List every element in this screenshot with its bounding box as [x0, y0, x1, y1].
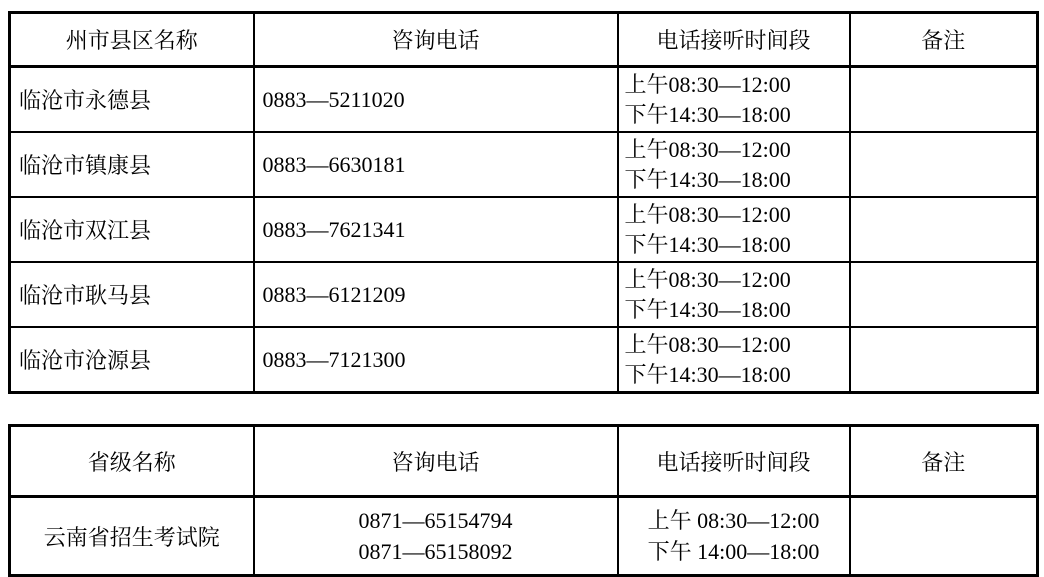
district-name-cell: 临沧市耿马县 [10, 262, 254, 327]
time-morning: 上午08:30—12:00 [624, 331, 791, 357]
time-cell [618, 67, 850, 133]
phone-cell: 0883—6630181 [254, 132, 618, 197]
phone-cell [254, 497, 618, 576]
time-cell [618, 327, 850, 393]
phone-cell: 0883—7121300 [254, 327, 618, 393]
phone-cell: 0883—6121209 [254, 262, 618, 327]
time-afternoon: 下午14:30—18:00 [624, 166, 791, 192]
county-contact-table [8, 11, 1039, 394]
header-time: 电话接听时间段 [618, 13, 850, 67]
header-time: 电话接听时间段 [618, 426, 850, 497]
time-cell [618, 262, 850, 327]
district-name-cell: 临沧市永德县 [10, 67, 254, 133]
time-morning: 上午 08:30—12:00 [647, 508, 820, 533]
province-contact-table [8, 424, 1039, 577]
time-afternoon: 下午14:30—18:00 [624, 361, 791, 387]
table-row [10, 327, 1038, 393]
header-note: 备注 [850, 426, 1038, 497]
phone-cell: 0883—5211020 [254, 67, 618, 133]
phone-cell: 0883—7621341 [254, 197, 618, 262]
header-phone: 咨询电话 [254, 13, 618, 67]
note-cell [850, 262, 1038, 327]
table-row [10, 497, 1038, 576]
table-row [10, 197, 1038, 262]
time-afternoon: 下午14:30—18:00 [624, 296, 791, 322]
phone-line-1: 0871—65154794 [358, 508, 513, 533]
header-district-name: 州市县区名称 [10, 13, 254, 67]
time-cell [618, 497, 850, 576]
table-row [10, 262, 1038, 327]
time-afternoon: 下午14:30—18:00 [624, 231, 791, 257]
note-cell [850, 497, 1038, 576]
table-row [10, 132, 1038, 197]
time-morning: 上午08:30—12:00 [624, 71, 791, 97]
time-afternoon: 下午 14:00—18:00 [647, 539, 820, 564]
time-cell [618, 197, 850, 262]
district-name-cell: 临沧市双江县 [10, 197, 254, 262]
table-header-row [10, 426, 1038, 497]
note-cell [850, 67, 1038, 133]
header-province-name: 省级名称 [10, 426, 254, 497]
time-cell [618, 132, 850, 197]
phone-line-2: 0871—65158092 [358, 539, 513, 564]
district-name-cell: 临沧市沧源县 [10, 327, 254, 393]
header-phone: 咨询电话 [254, 426, 618, 497]
header-note: 备注 [850, 13, 1038, 67]
table-gap [8, 394, 1036, 424]
time-morning: 上午08:30—12:00 [624, 136, 791, 162]
note-cell [850, 197, 1038, 262]
table-row [10, 67, 1038, 133]
table-header-row [10, 13, 1038, 67]
note-cell [850, 327, 1038, 393]
province-name-cell: 云南省招生考试院 [10, 497, 254, 576]
time-afternoon: 下午14:30—18:00 [624, 101, 791, 127]
district-name-cell: 临沧市镇康县 [10, 132, 254, 197]
note-cell [850, 132, 1038, 197]
time-morning: 上午08:30—12:00 [624, 266, 791, 292]
time-morning: 上午08:30—12:00 [624, 201, 791, 227]
